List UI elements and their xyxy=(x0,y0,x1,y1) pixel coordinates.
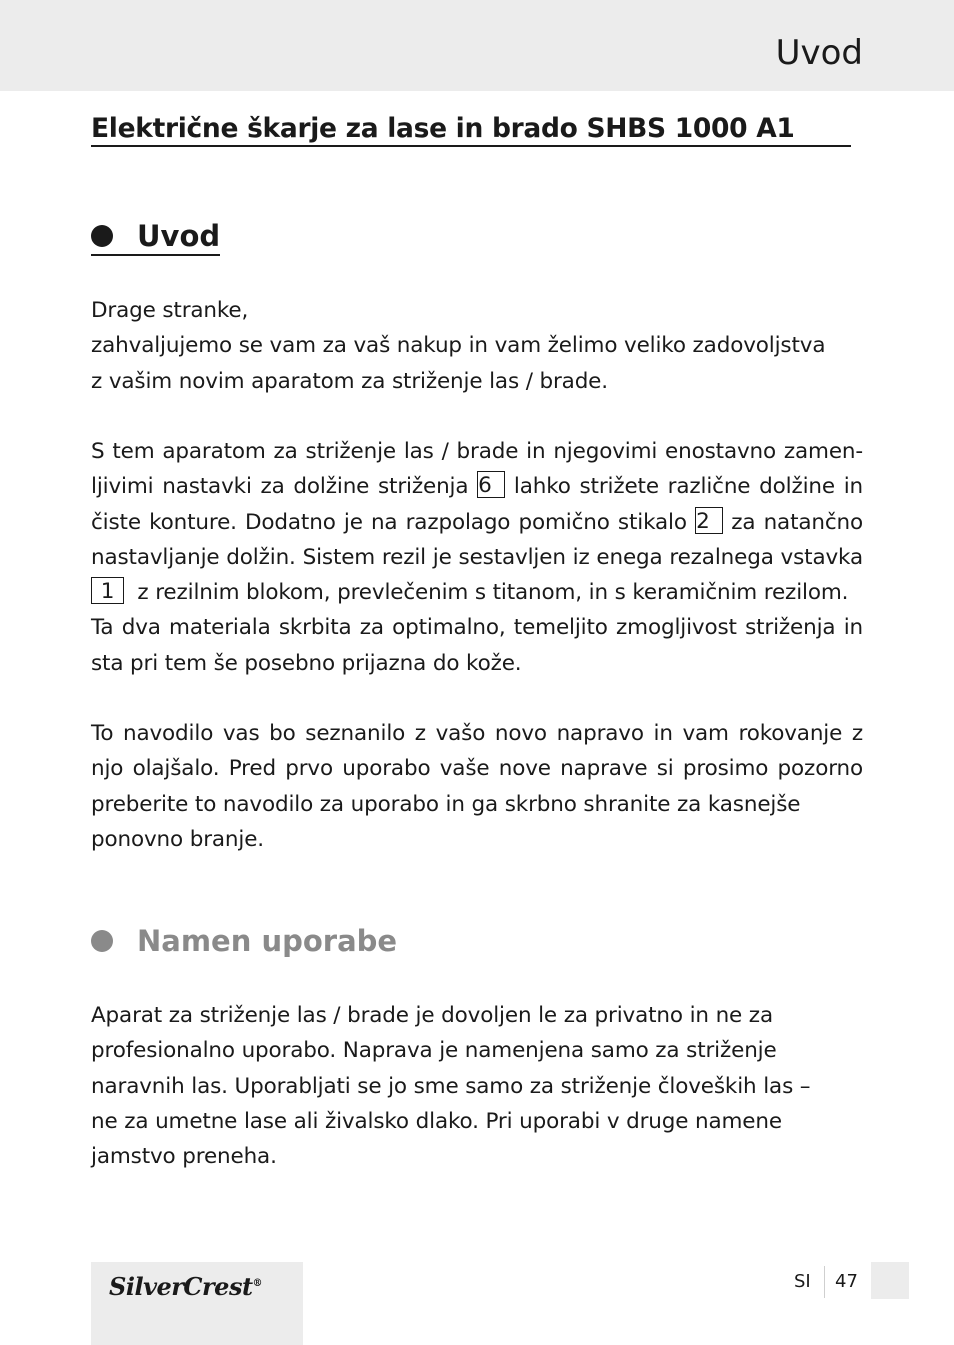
brand-logo-box xyxy=(91,1262,303,1345)
page-language: SI xyxy=(794,1271,811,1292)
intro-paragraph-2 xyxy=(91,434,863,681)
text-line xyxy=(91,575,863,610)
text-line: zahvaljujemo se vam za vaš nakup in vam želimo veliko zadovoljstva xyxy=(91,333,826,359)
text-span: čiste konture. Dodatno je na razpolago pomično stikalo xyxy=(91,509,687,535)
text-line: naravnih las. Uporabljati se jo sme samo za striženje človeških las – xyxy=(91,1073,811,1099)
section-heading-label: Uvod xyxy=(137,219,221,253)
greeting-line: Drage stranke, xyxy=(91,298,249,323)
document-title: Električne škarje za lase in brado SHBS 1000 A1 xyxy=(91,112,851,147)
header-title: Uvod xyxy=(775,33,863,73)
part-reference-2: 2 xyxy=(695,507,723,534)
page-number: 47 xyxy=(835,1271,858,1292)
bullet-icon xyxy=(91,930,113,952)
text-span: ljivimi nastavki za dolžine striženja xyxy=(91,474,469,500)
text-line: njo olajšalo. Pred prvo uporabo vaše nove naprave si prosimo pozorno xyxy=(91,756,863,782)
text-line: jamstvo preneha. xyxy=(91,1144,277,1170)
text-span: z rezilnim blokom, prevlečenim s titanom, in s keramičnim rezilom. xyxy=(137,580,849,606)
text-span: lahko strižete različne dolžine in xyxy=(513,474,863,500)
text-line: ponovno branje. xyxy=(91,826,264,852)
text-line: To navodilo vas bo seznanilo z vašo novo napravo in vam rokovanje z xyxy=(91,721,863,746)
intro-paragraph-3 xyxy=(91,716,863,857)
brand-name: SilverCrest xyxy=(109,1272,253,1301)
text-line: ne za umetne lase ali živalsko dlako. Pri uporabi v druge namene xyxy=(91,1108,782,1134)
bullet-icon xyxy=(91,225,113,247)
text-line xyxy=(91,469,863,504)
text-line: nastavljanje dolžin. Sistem rezil je sestavljen iz enega rezalnega vstavka xyxy=(91,544,863,570)
brand-logo xyxy=(109,1272,262,1301)
text-line: Ta dva materiala skrbita za optimalno, temeljito zmogljivost striženja in xyxy=(91,615,863,641)
part-reference-6: 6 xyxy=(477,471,505,498)
registered-mark: ® xyxy=(252,1278,263,1289)
text-line: sta pri tem še posebno prijazna do kože. xyxy=(91,650,522,676)
text-span: za natančno xyxy=(731,509,864,535)
page-divider xyxy=(824,1266,825,1298)
part-reference-1: 1 xyxy=(91,577,124,604)
section-heading-purpose xyxy=(91,924,397,958)
page-tab xyxy=(871,1262,909,1299)
text-line: preberite to navodilo za uporabo in ga skrbno shranite za kasnejše xyxy=(91,791,801,817)
text-line: profesionalno uporabo. Naprava je namenjena samo za striženje xyxy=(91,1038,777,1064)
text-line xyxy=(91,505,863,540)
purpose-paragraph xyxy=(91,998,863,1174)
section-heading-label: Namen uporabe xyxy=(137,924,398,958)
text-line: z vašim novim aparatom za striženje las / brade. xyxy=(91,368,608,394)
section-heading-intro xyxy=(91,219,220,256)
text-line: S tem aparatom za striženje las / brade in njegovimi enostavno zamen- xyxy=(91,439,863,464)
text-line: Aparat za striženje las / brade je dovoljen le za privatno in ne za xyxy=(91,1003,773,1028)
intro-paragraph-1 xyxy=(91,293,863,399)
